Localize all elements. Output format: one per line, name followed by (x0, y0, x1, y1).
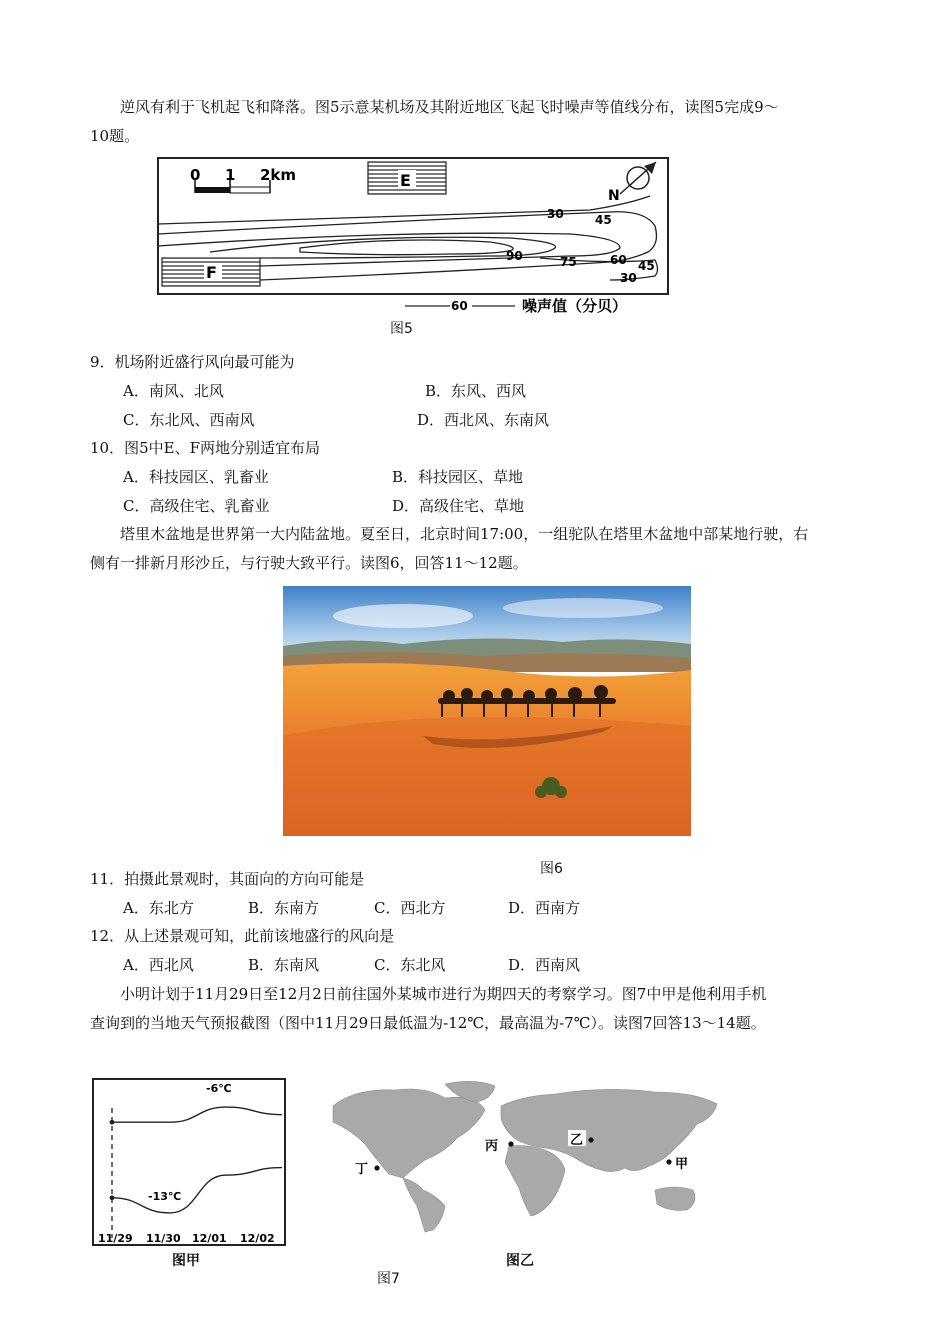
contour-label: 45 (638, 259, 655, 273)
temperature-annotation: -13℃ (148, 1190, 182, 1203)
map-label-ding: 丁 (355, 1162, 369, 1177)
figure-6-desert-photo (283, 586, 691, 836)
q12-option-b: B．东南风 (248, 956, 320, 974)
q10-stem: 10．图5中E、F两地分别适宜布局 (90, 439, 320, 457)
legend (405, 297, 627, 315)
area-e-label: E (400, 171, 411, 190)
figure-7b-world-map (325, 1078, 723, 1234)
temperature-annotation: -6℃ (206, 1082, 232, 1095)
q12-option-a: A．西北风 (123, 956, 194, 974)
figure-5-noise-map (150, 152, 680, 317)
intro2-line2: 侧有一排新月形沙丘，与行驶大致平行。读图6，回答11～12题。 (90, 554, 528, 572)
intro1-line2: 10题。 (90, 127, 140, 145)
intro1-line1: 逆风有利于飞机起飞和降落。图5示意某机场及其附近地区飞起飞时噪声等值线分布，读图5完成9～ (120, 98, 779, 116)
legend-text: 噪声值（分贝） (522, 297, 628, 315)
q11-option-c: C．西北方 (374, 899, 446, 917)
figure-6-caption: 图6 (540, 861, 563, 877)
series-start-point (110, 1195, 115, 1200)
contour-labels (506, 207, 655, 285)
q9-option-b: B．东风、西风 (425, 382, 527, 400)
q11-option-d: D．西南方 (508, 899, 581, 917)
x-tick-label: 11/29 (98, 1232, 133, 1245)
q12-option-c: C．东北风 (374, 956, 446, 974)
intro3-line2: 查询到的当地天气预报截图（图中11月29日最低温为-12℃，最高温为-7℃）。读图7回答13～14题。 (90, 1014, 766, 1032)
q11-option-b: B．东南方 (248, 899, 320, 917)
contour-label: 30 (620, 271, 637, 285)
scale-label-0: 0 (190, 166, 201, 184)
north-label: N (608, 188, 620, 204)
q10-option-b: B．科技园区、草地 (392, 468, 524, 486)
q9-stem: 9．机场附近盛行风向最可能为 (90, 353, 295, 371)
map-label-bing: 丙 (485, 1139, 499, 1154)
q9-option-c: C．东北风、西南风 (123, 411, 255, 429)
q12-stem: 12．从上述景观可知，此前该地盛行的风向是 (90, 927, 395, 945)
q9-option-d: D．西北风、东南风 (417, 411, 550, 429)
figure-7-caption: 图7 (377, 1271, 400, 1287)
figure-5-caption: 图5 (390, 321, 413, 337)
figure-7b-caption: 图乙 (506, 1253, 534, 1269)
figure-7a-temperature-chart (92, 1078, 288, 1250)
x-tick-label: 12/01 (192, 1232, 227, 1245)
x-tick-label: 11/30 (146, 1232, 181, 1245)
map-label-jia: 甲 (675, 1157, 689, 1172)
series-start-point (110, 1120, 115, 1125)
scale-label-1: 1 (225, 166, 236, 184)
q11-option-a: A．东北方 (123, 899, 194, 917)
q10-option-c: C．高级住宅、乳畜业 (123, 497, 270, 515)
map-label-yi: 乙 (570, 1133, 584, 1148)
scale-bar (190, 166, 296, 193)
intro3-line1: 小明计划于11月29日至12月2日前往国外某城市进行为期四天的考察学习。图7中甲是他利用手机 (120, 985, 767, 1003)
scale-label-2: 2km (260, 166, 297, 184)
contour-label: 45 (595, 213, 612, 227)
q9-option-a: A．南风、北风 (123, 382, 224, 400)
contour-label: 75 (560, 255, 577, 269)
contour-label: 60 (610, 253, 627, 267)
contour-label: 90 (506, 249, 523, 263)
q10-option-d: D．高级住宅、草地 (392, 497, 525, 515)
intro2-line1: 塔里木盆地是世界第一大内陆盆地。夏至日，北京时间17:00，一组驼队在塔里木盆地中部某地行驶，右 (120, 525, 809, 543)
north-arrow-icon (608, 162, 656, 204)
q12-option-d: D．西南风 (508, 956, 581, 974)
q11-stem: 11．拍摄此景观时，其面向的方向可能是 (90, 870, 365, 888)
figure-7a-caption: 图甲 (172, 1253, 200, 1269)
chart-frame (93, 1079, 285, 1245)
legend-value: 60 (451, 299, 468, 313)
contour-label: 30 (547, 207, 564, 221)
x-tick-label: 12/02 (240, 1232, 275, 1245)
q10-option-a: A．科技园区、乳畜业 (123, 468, 269, 486)
area-f-label: F (206, 263, 217, 282)
